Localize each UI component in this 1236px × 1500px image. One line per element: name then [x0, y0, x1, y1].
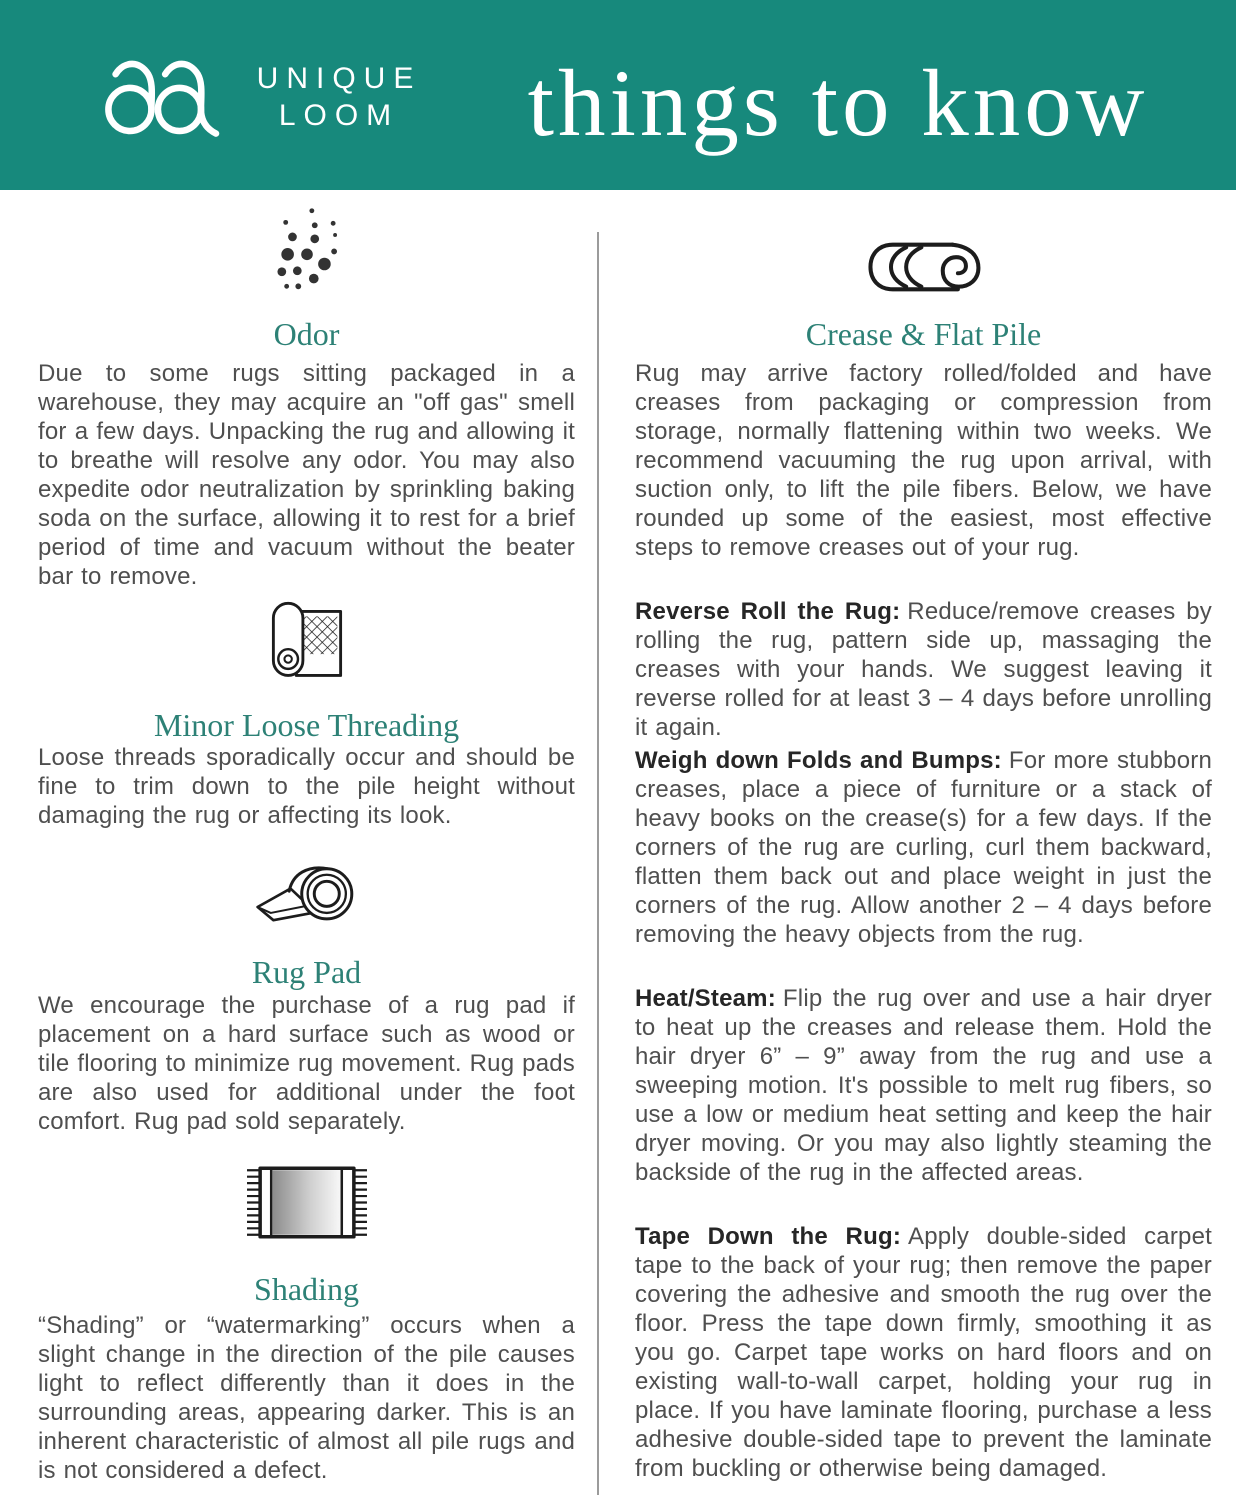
- step-label-tape-down: Tape Down the Rug:: [635, 1223, 902, 1250]
- brand-line2: LOOM: [278, 99, 400, 132]
- step-reverse-roll: [635, 597, 1212, 742]
- section-heading-rug-pad: Rug Pad: [251, 954, 362, 990]
- section-body-crease-intro: Rug may arrive factory rolled/folded and have creases from packaging or compression from storage, normally flattening within two weeks. We recommend vacuuming the rug upon arrival, with suction only, to lift the pile fibers. Below, we have rounded up some of the easiest, most effective steps to remove creases out of your rug.: [635, 360, 1212, 561]
- step-text-heat-steam: Flip the rug over and use a hair dryer to heat up the creases and release them. Hold the hair dryer 6” – 9” away from the rug and use a sweeping motion. It's possible to melt rug fibers, so use a low or medium heat setting and keep the hair dryer moving. Or you may also lightly steaming the backside of the rug in the affected areas.: [635, 985, 1212, 1186]
- step-text-reverse-roll: Reduce/remove creases by rolling the rug, pattern side up, massaging the creases with your hands. We suggest leaving it reverse rolled for at least 3 – 4 days before unrolling it again.: [635, 598, 1213, 741]
- page-title: things to know: [527, 50, 1149, 156]
- step-tape-down: [635, 1222, 1212, 1483]
- step-text-weigh-down: For more stubborn creases, place a piece of furniture or a stack of heavy books on the crease(s) for a few days. If the corners of the rug are curling, curl them backward, flatten them back out and place weight in just the corners of the rug. Allow another 2 – 4 days before removing the heavy objects from the rug.: [635, 747, 1212, 948]
- step-heat-steam: [635, 984, 1212, 1187]
- section-body-threading: Loose threads sporadically occur and should be fine to trim down to the pile height without damaging the rug or affecting its look.: [38, 744, 575, 829]
- right-column: [635, 0, 1212, 1500]
- brand-line1: UNIQUE: [256, 62, 422, 95]
- step-label-reverse-roll: Reverse Roll the Rug:: [635, 598, 901, 625]
- section-heading-shading: Shading: [254, 1271, 359, 1307]
- left-column: [38, 0, 575, 1500]
- step-label-heat-steam: Heat/Steam:: [635, 985, 776, 1012]
- section-heading-crease: Crease & Flat Pile: [805, 316, 1042, 352]
- column-divider: [597, 232, 599, 1495]
- step-label-weigh-down: Weigh down Folds and Bumps:: [635, 747, 1002, 774]
- section-body-shading: “Shading” or “watermarking” occurs when a slight change in the direction of the pile causes light to reflect differently than it does in the surrounding areas, appearing darker. This is an inherent characteristic of almost all pile rugs and is not considered a defect.: [38, 1312, 575, 1484]
- step-weigh-down: [635, 746, 1212, 949]
- rolled-rug-crosshatch-icon: [270, 600, 344, 682]
- shaded-rug-fringe-icon: [244, 1166, 370, 1239]
- creased-roll-icon: [866, 240, 982, 294]
- section-heading-odor: Odor: [273, 316, 340, 352]
- section-body-odor: Due to some rugs sitting packaged in a warehouse, they may acquire an "off gas" smell for a few days. Unpacking the rug and allowing it to breathe will resolve any odor. You may also expedite odor neutralization by sprinkling baking soda on the surface, allowing it to rest for a brief period of time and vacuum without the beater bar to remove.: [38, 360, 575, 590]
- section-body-rug-pad: We encourage the purchase of a rug pad if placement on a hard surface such as wood or tile flooring to minimize rug movement. Rug pads are also used for additional under the foot comfort. Rug pad sold separately.: [38, 992, 575, 1135]
- section-heading-threading: Minor Loose Threading: [153, 707, 460, 743]
- step-text-tape-down: Apply double-sided carpet tape to the back of your rug; then remove the paper covering the adhesive and smooth the rug over the floor. Press the tape down firmly, smoothing it as you go. Carpet tape works on hard floors and on existing wall-to-wall carpet, holding your rug in place. If you have laminate flooring, purchase a less adhesive double-sided tape to prevent the laminate from buckling or otherwise being damaged.: [635, 1223, 1212, 1482]
- odor-dots-icon: [268, 203, 346, 295]
- rug-pad-roll-icon: [251, 862, 363, 925]
